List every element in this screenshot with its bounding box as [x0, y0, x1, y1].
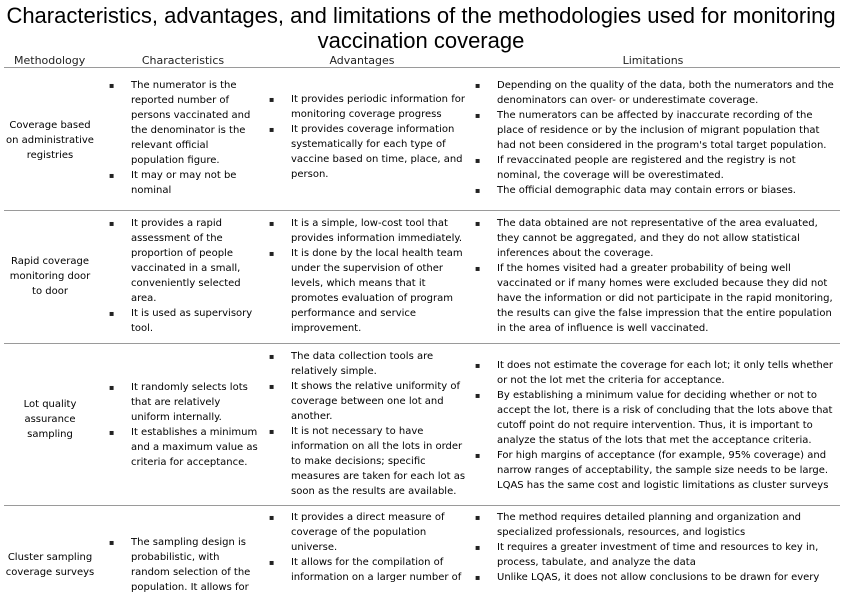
- square-bullet-icon: ▪: [269, 382, 275, 391]
- limitations-cell: [473, 216, 839, 336]
- list-item: [267, 555, 467, 585]
- square-bullet-icon: ▪: [109, 538, 115, 547]
- list-item: [473, 358, 839, 388]
- square-bullet-icon: ▪: [109, 171, 115, 180]
- header-limitations: Limitations: [620, 54, 686, 67]
- square-bullet-icon: ▪: [475, 156, 481, 165]
- advantages-cell: [267, 349, 467, 499]
- list-item-text: It requires a greater investment of time and resources to key in, process, tabulate, and analyze the data: [497, 542, 819, 568]
- list-item: [107, 216, 259, 306]
- characteristics-list: [107, 380, 259, 470]
- list-item-text: It provides a rapid assessment of the proportion of people vaccinated in a small, conveniently selected area.: [131, 218, 241, 304]
- square-bullet-icon: ▪: [475, 264, 481, 273]
- list-item: [267, 92, 467, 122]
- square-bullet-icon: ▪: [109, 428, 115, 437]
- characteristics-list: [107, 78, 259, 198]
- advantages-cell: [267, 216, 467, 336]
- row-divider: [4, 505, 840, 506]
- square-bullet-icon: ▪: [109, 81, 115, 90]
- list-item: [473, 570, 839, 585]
- list-item-text: It provides coverage information systematically for each type of vaccine based on time, place, and person.: [291, 124, 463, 180]
- row-divider: [4, 343, 840, 344]
- square-bullet-icon: ▪: [269, 427, 275, 436]
- list-item: [267, 510, 467, 555]
- list-item: [473, 108, 839, 153]
- list-item-text: Unlike LQAS, it does not allow conclusions to be drawn for every: [497, 572, 820, 583]
- methodology-cell: Lot quality assurance sampling: [23, 399, 77, 440]
- square-bullet-icon: ▪: [475, 451, 481, 460]
- square-bullet-icon: ▪: [475, 391, 481, 400]
- list-item: [267, 122, 467, 182]
- square-bullet-icon: ▪: [109, 383, 115, 392]
- list-item: [473, 261, 839, 336]
- list-item-text: Depending on the quality of the data, both the numerators and the denominators can over- or underestimate coverage.: [497, 80, 834, 106]
- square-bullet-icon: ▪: [475, 513, 481, 522]
- list-item: [107, 380, 259, 425]
- limitations-list: [473, 78, 839, 198]
- list-item-text: The data collection tools are relatively simple.: [291, 351, 434, 377]
- list-item: [267, 424, 467, 499]
- list-item-text: The sampling design is probabilistic, with random selection of the population. It allows for: [131, 537, 251, 593]
- list-item: [107, 78, 259, 168]
- characteristics-list: [107, 535, 259, 595]
- advantages-list: [267, 92, 467, 182]
- list-item: [267, 379, 467, 424]
- list-item: [473, 388, 839, 448]
- square-bullet-icon: ▪: [475, 81, 481, 90]
- limitations-cell: [473, 358, 839, 493]
- list-item-text: It may or may not be nominal: [131, 170, 237, 196]
- characteristics-list: [107, 216, 259, 336]
- square-bullet-icon: ▪: [269, 513, 275, 522]
- list-item: [473, 448, 839, 493]
- limitations-cell: [473, 78, 839, 198]
- list-item-text: It provides periodic information for monitoring coverage progress: [291, 94, 465, 120]
- square-bullet-icon: ▪: [475, 219, 481, 228]
- characteristics-cell: [107, 216, 259, 336]
- header-methodology: Methodology: [14, 54, 86, 67]
- square-bullet-icon: ▪: [475, 573, 481, 582]
- list-item-text: The data obtained are not representative of the area evaluated, they cannot be aggregated, and they do not allow statistical inferences about the coverage.: [497, 218, 818, 259]
- square-bullet-icon: ▪: [475, 111, 481, 120]
- list-item: [473, 216, 839, 261]
- list-item-text: By establishing a minimum value for deciding whether or not to accept the lot, there is a risk of concluding that the lots above that cutoff point do not require intervention. Thus, it is important to analyze the status of the lots that met the acceptance criteria.: [497, 390, 833, 446]
- list-item: [473, 153, 839, 183]
- limitations-list: [473, 216, 839, 336]
- square-bullet-icon: ▪: [269, 125, 275, 134]
- advantages-list: [267, 216, 467, 336]
- list-item-text: It does not estimate the coverage for each lot; it only tells whether or not the lot met the criteria for acceptance.: [497, 360, 833, 386]
- methodology-cell: Cluster sampling coverage surveys: [5, 552, 95, 578]
- list-item: [267, 216, 467, 246]
- list-item-text: It randomly selects lots that are relatively uniform internally.: [131, 382, 248, 423]
- limitations-list: [473, 510, 839, 585]
- list-item-text: It shows the relative uniformity of coverage between one lot and another.: [291, 381, 460, 422]
- advantages-cell: [267, 92, 467, 182]
- limitations-list: [473, 358, 839, 493]
- advantages-list: [267, 349, 467, 499]
- square-bullet-icon: ▪: [475, 361, 481, 370]
- list-item-text: If the homes visited had a greater probability of being well vaccinated or if many homes were excluded because they did not have the information or did not participate in the rapid monitoring, the results can give the false impression that the entire population in the area of influence is well vaccinated.: [497, 263, 833, 334]
- list-item-text: The method requires detailed planning and organization and specialized professionals, resources, and logistics: [497, 512, 802, 538]
- square-bullet-icon: ▪: [269, 352, 275, 361]
- list-item-text: It is a simple, low-cost tool that provides information immediately.: [291, 218, 463, 244]
- square-bullet-icon: ▪: [269, 95, 275, 104]
- list-item: [107, 535, 259, 595]
- list-item-text: For high margins of acceptance (for example, 95% coverage) and narrow ranges of acceptability, the sample size needs to be large. LQAS has the same cost and logistic limitations as cluster surveys: [497, 450, 829, 491]
- characteristics-cell: [107, 78, 259, 198]
- methodology-cell: Rapid coverage monitoring door to door: [9, 256, 91, 297]
- square-bullet-icon: ▪: [475, 543, 481, 552]
- list-item-text: The numerator is the reported number of persons vaccinated and the denominator is the relevant official population figure.: [131, 80, 251, 166]
- header-characteristics: Characteristics: [138, 54, 228, 67]
- list-item-text: It is not necessary to have information on all the lots in order to make decisions; specific measures are taken for each lot as soon as the results are available.: [291, 426, 466, 497]
- list-item: [107, 425, 259, 470]
- list-item-text: It is used as supervisory tool.: [131, 308, 253, 334]
- square-bullet-icon: ▪: [269, 219, 275, 228]
- header-divider: [4, 67, 840, 68]
- list-item: [473, 78, 839, 108]
- list-item-text: The numerators can be affected by inaccurate recording of the place of residence or by the inclusion of migrant population that had not been considered in the program's total target population.: [497, 110, 827, 151]
- list-item-text: It allows for the compilation of information on a larger number of: [291, 557, 462, 583]
- square-bullet-icon: ▪: [109, 219, 115, 228]
- limitations-cell: [473, 510, 839, 585]
- methodology-cell: Coverage based on administrative registries: [6, 120, 94, 161]
- list-item-text: If revaccinated people are registered and the registry is not nominal, the coverage will be overestimated.: [497, 155, 796, 181]
- list-item: [473, 183, 839, 198]
- list-item: [473, 540, 839, 570]
- square-bullet-icon: ▪: [475, 186, 481, 195]
- characteristics-cell: [107, 380, 259, 470]
- list-item: [267, 246, 467, 336]
- list-item-text: It establishes a minimum and a maximum value as criteria for acceptance.: [131, 427, 258, 468]
- row-divider: [4, 210, 840, 211]
- square-bullet-icon: ▪: [269, 249, 275, 258]
- list-item: [473, 510, 839, 540]
- page-title: Characteristics, advantages, and limitations of the methodologies used for monitoring vaccination coverage: [6, 3, 836, 53]
- header-advantages: Advantages: [325, 54, 399, 67]
- advantages-list: [267, 510, 467, 585]
- characteristics-cell: [107, 535, 259, 595]
- list-item-text: It provides a direct measure of coverage of the population universe.: [291, 512, 445, 553]
- list-item-text: The official demographic data may contain errors or biases.: [497, 185, 796, 196]
- square-bullet-icon: ▪: [109, 309, 115, 318]
- list-item: [107, 168, 259, 198]
- advantages-cell: [267, 510, 467, 585]
- square-bullet-icon: ▪: [269, 558, 275, 567]
- list-item: [107, 306, 259, 336]
- list-item: [267, 349, 467, 379]
- list-item-text: It is done by the local health team under the supervision of other levels, which means that it promotes evaluation of program performance and service improvement.: [291, 248, 463, 334]
